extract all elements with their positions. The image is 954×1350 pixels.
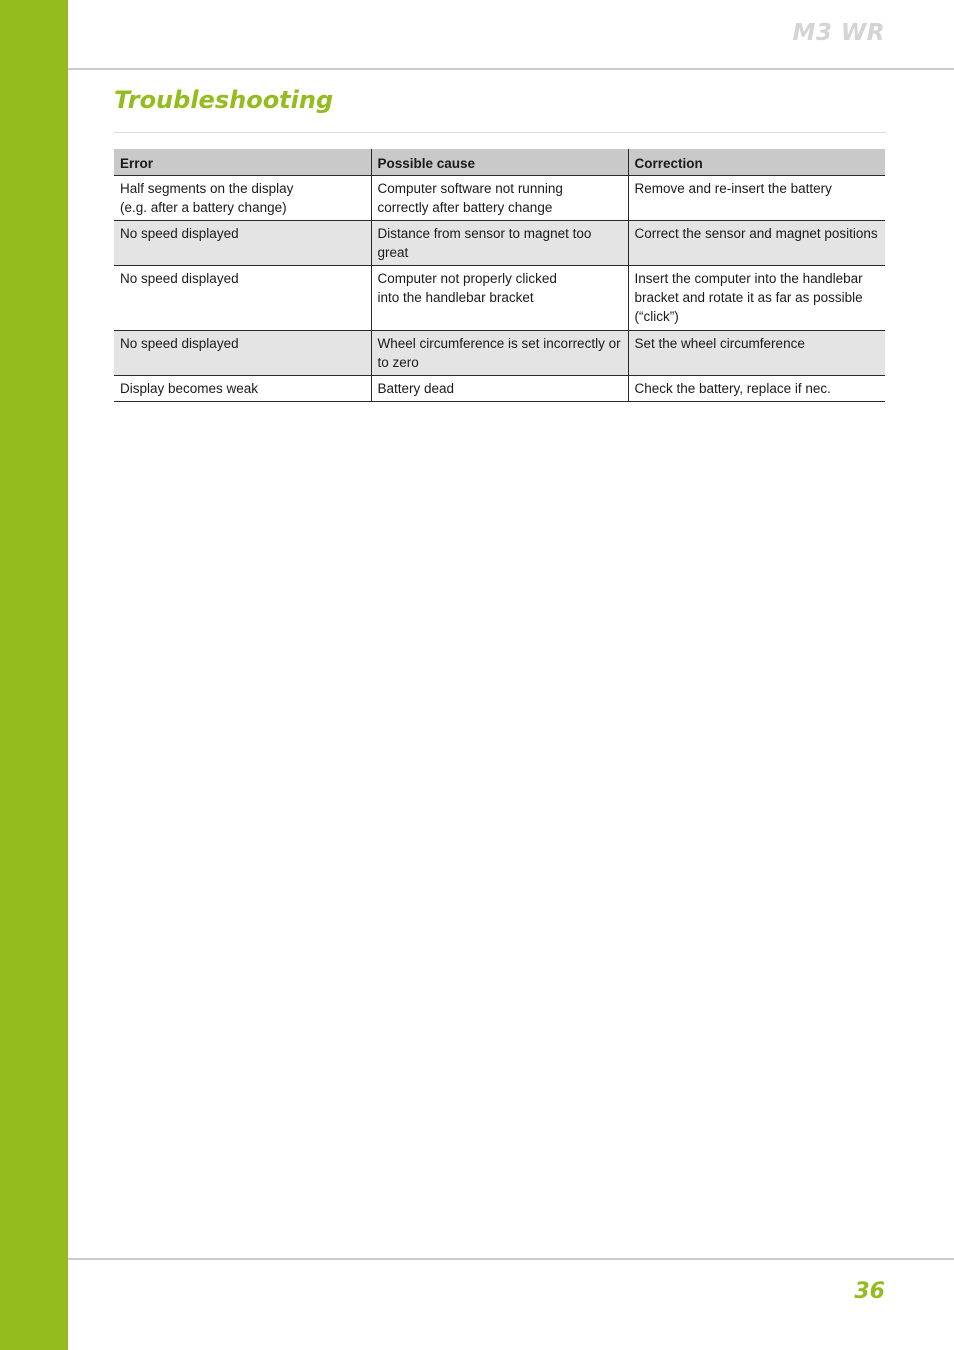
- column-header-possible-cause: Possible cause: [371, 149, 628, 176]
- correction-cell: Insert the computer into the handlebar bracket and rotate it as far as possible (“click”): [628, 266, 885, 331]
- table-row: [114, 221, 885, 266]
- correction-cell: Correct the sensor and magnet positions: [628, 221, 885, 266]
- correction-cell: Remove and re-insert the battery: [628, 176, 885, 221]
- footer-divider: [68, 1258, 954, 1260]
- error-cell: Display becomes weak: [114, 376, 371, 402]
- cause-cell: Computer software not running correctly after battery change: [371, 176, 628, 221]
- error-cell: No speed displayed: [114, 331, 371, 376]
- error-cell: No speed displayed: [114, 221, 371, 266]
- table-row: [114, 376, 885, 402]
- cause-cell: Battery dead: [371, 376, 628, 402]
- correction-cell: Set the wheel circumference: [628, 331, 885, 376]
- cause-cell: Wheel circumference is set incorrectly or to zero: [371, 331, 628, 376]
- cause-cell: Distance from sensor to magnet too great: [371, 221, 628, 266]
- page-title: Troubleshooting: [114, 86, 334, 114]
- title-divider: [114, 132, 886, 133]
- green-sidebar: [0, 0, 68, 1350]
- table-row: [114, 331, 885, 376]
- table-header-row: [114, 149, 885, 176]
- correction-cell: Check the battery, replace if nec.: [628, 376, 885, 402]
- table-row: [114, 266, 885, 331]
- header-divider: [68, 68, 954, 70]
- page-number: 36: [854, 1279, 885, 1304]
- table-row: [114, 176, 885, 221]
- troubleshooting-table: [114, 149, 885, 402]
- error-cell: Half segments on the display (e.g. after a battery change): [114, 176, 371, 221]
- cause-cell: Computer not properly clicked into the handlebar bracket: [371, 266, 628, 331]
- product-name: M3 WR: [792, 20, 885, 46]
- column-header-correction: Correction: [628, 149, 885, 176]
- column-header-error: Error: [114, 149, 371, 176]
- error-cell: No speed displayed: [114, 266, 371, 331]
